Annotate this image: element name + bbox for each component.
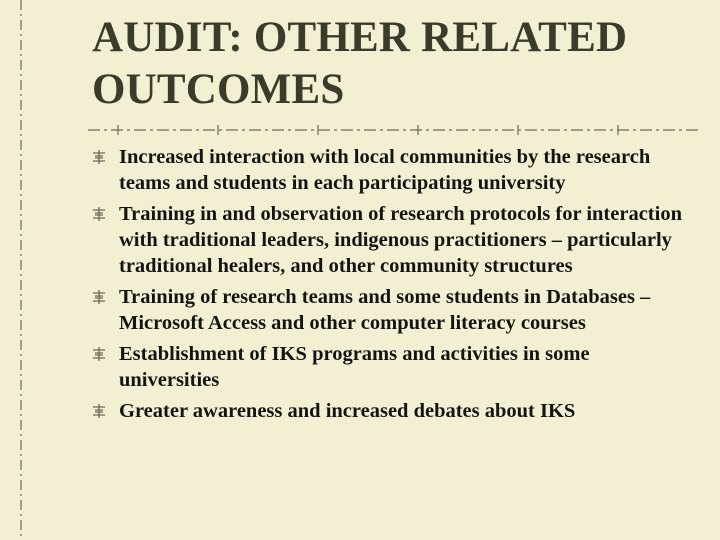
ornament-star-icon: [92, 404, 106, 418]
bullet-item: [92, 284, 692, 336]
bullet-text: Training of research teams and some students in Databases – Microsoft Access and other computer literacy courses: [119, 286, 651, 334]
left-ornament-rule: [14, 0, 28, 540]
bullet-text: Greater awareness and increased debates about IKS: [119, 400, 576, 422]
slide-title-line-1: AUDIT: OTHER RELATED: [92, 14, 628, 61]
ornament-star-icon: [92, 207, 106, 221]
ornament-star-icon: [92, 290, 106, 304]
ornament-star-icon: [92, 347, 106, 361]
bullet-item: [92, 341, 692, 393]
bullet-item: [92, 144, 692, 196]
bullet-text: Training in and observation of research protocols for interaction with traditional leaders, indigenous practitioners – particularly traditional healers, and other community structures: [119, 203, 682, 277]
slide-title: [92, 12, 702, 116]
bullet-text: Establishment of IKS programs and activities in some universities: [119, 343, 590, 391]
bullet-list: [92, 144, 692, 429]
bullet-item: [92, 201, 692, 279]
title-divider: [88, 123, 698, 137]
slide-title-line-2: OUTCOMES: [92, 66, 345, 113]
bullet-text: Increased interaction with local communities by the research teams and students in each participating university: [119, 146, 651, 194]
ornament-star-icon: [92, 150, 106, 164]
bullet-item: [92, 398, 692, 424]
